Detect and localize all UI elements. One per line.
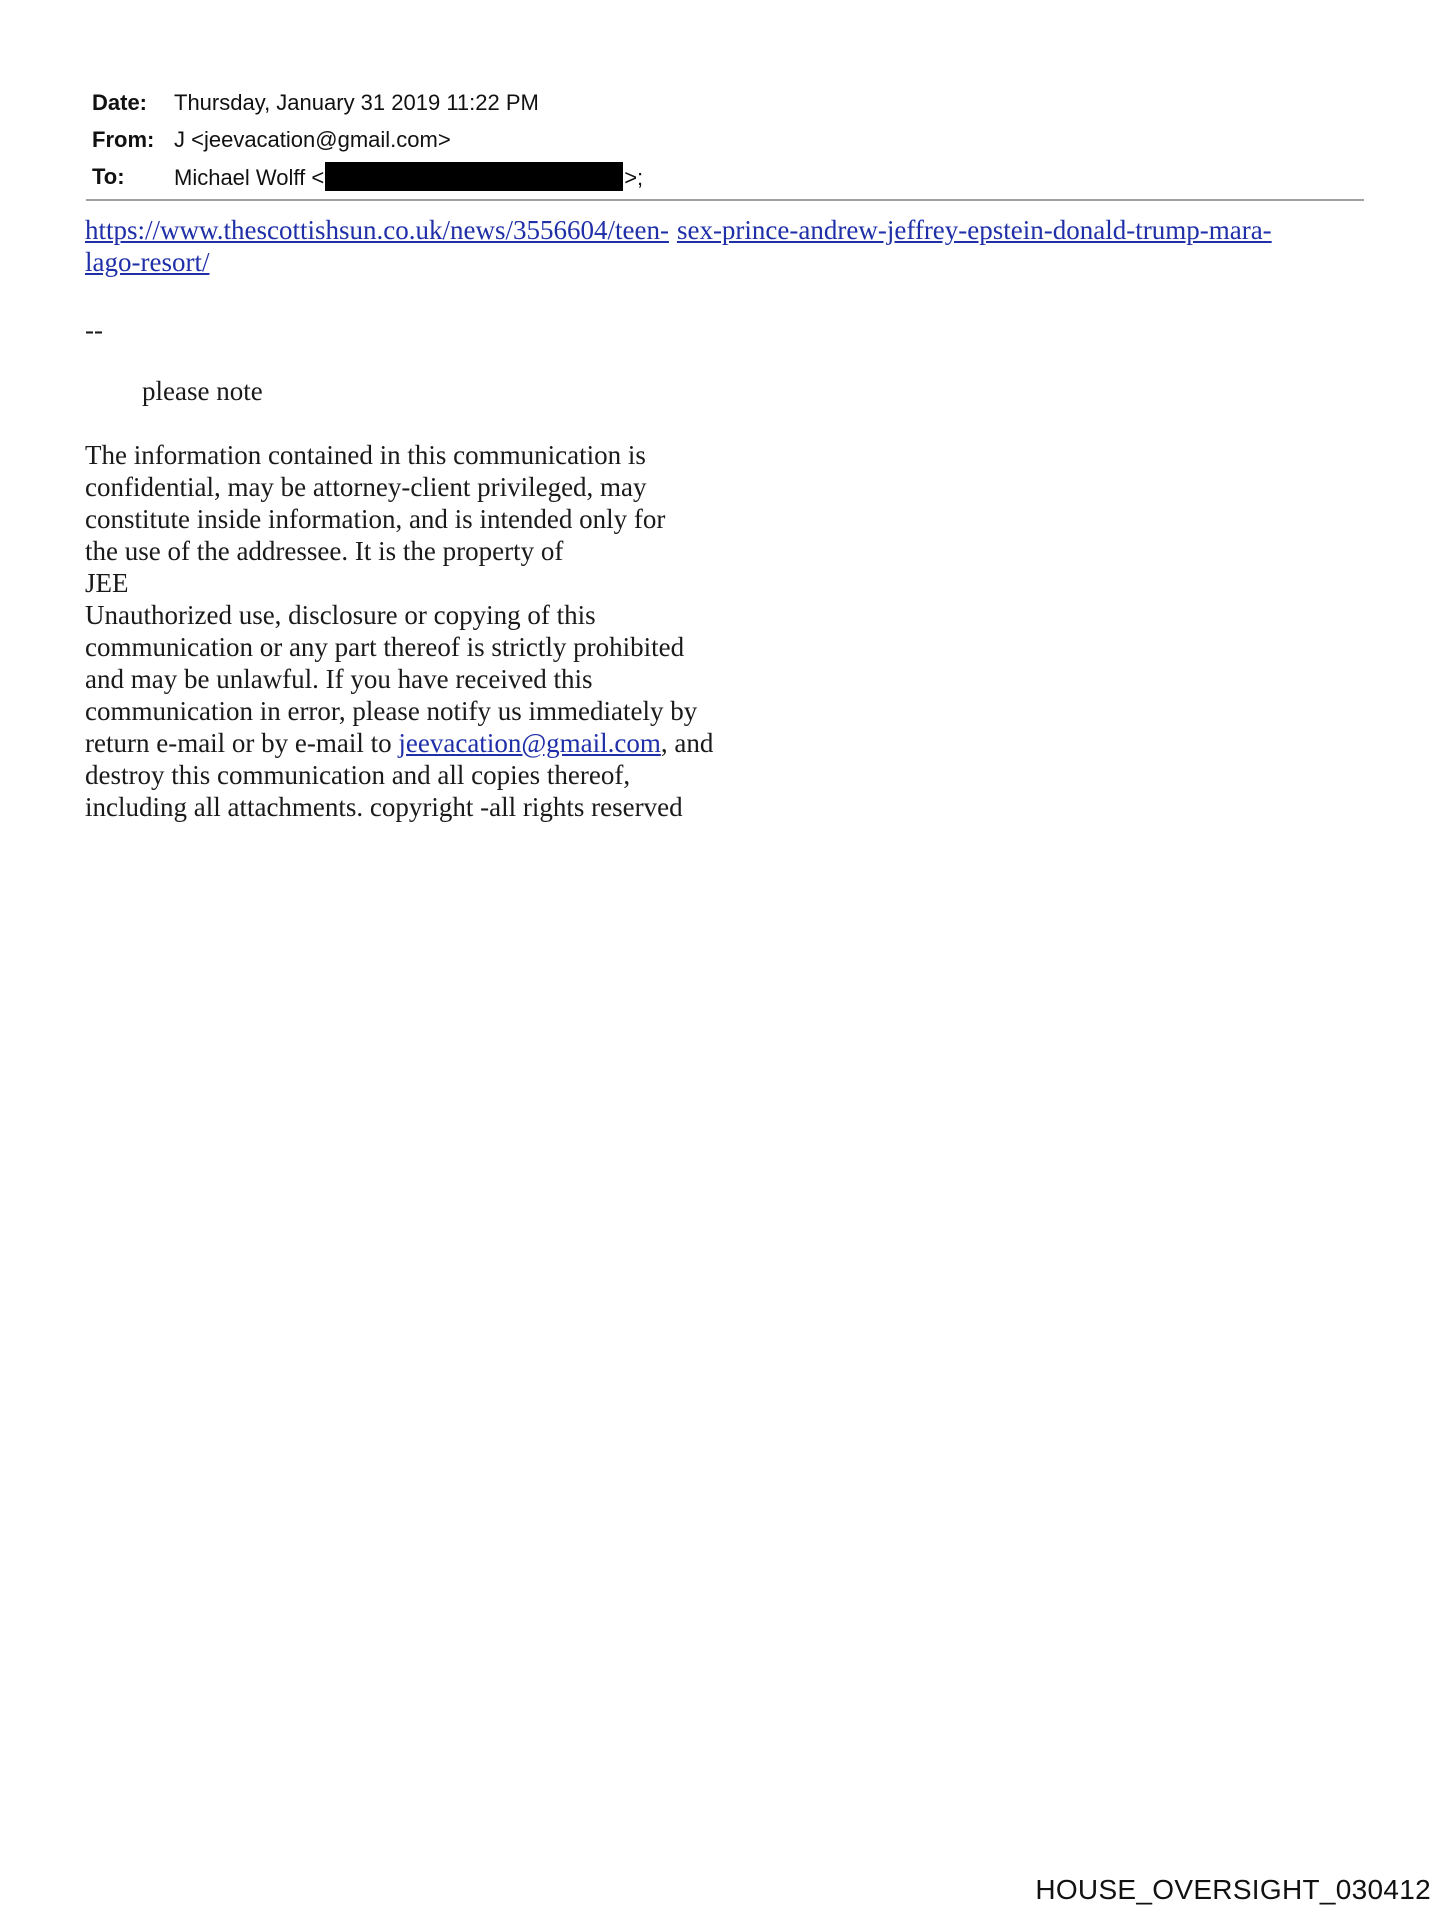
disclaimer-line: destroy this communication and all copies thereof,: [85, 760, 631, 790]
date-row: [92, 88, 1362, 125]
to-value-suffix: >;: [624, 165, 644, 190]
url-line-2: [85, 246, 1375, 278]
to-value-prefix: Michael Wolff <: [174, 165, 325, 190]
bates-number: HOUSE_OVERSIGHT_030412: [1035, 1874, 1431, 1905]
url-link-part-3[interactable]: lago-resort/: [85, 247, 210, 277]
disclaimer-line: The information contained in this communication is: [85, 440, 646, 470]
disclaimer-line: constitute inside information, and is intended only for: [85, 504, 666, 534]
from-value: J <jeevacation@gmail.com>: [174, 127, 451, 152]
from-label: From:: [92, 127, 155, 152]
disclaimer-line: including all attachments. copyright -all rights reserved: [85, 792, 683, 822]
to-value: [174, 162, 643, 193]
disclaimer-line: JEE: [85, 568, 129, 598]
from-row: [92, 125, 1362, 162]
date-label: Date:: [92, 90, 148, 115]
to-row: [92, 162, 1362, 199]
disclaimer-line: communication in error, please notify us immediately by: [85, 696, 698, 726]
disclaimer-email-suffix: , and: [660, 728, 714, 758]
url-link-part-1[interactable]: https://www.thescottishsun.co.uk/news/3556604/teen-: [85, 215, 669, 245]
redaction-box: [325, 162, 623, 191]
signature-separator: --: [85, 315, 103, 345]
disclaimer-line: communication or any part thereof is strictly prohibited: [85, 632, 685, 662]
url-line-1: [85, 214, 1375, 246]
disclaimer-email-prefix: return e-mail or by e-mail to: [85, 728, 399, 758]
disclaimer-email-link[interactable]: jeevacation@gmail.com: [398, 728, 661, 758]
header-divider: [86, 199, 1364, 201]
to-label: To:: [92, 164, 125, 189]
confidentiality-disclaimer: [85, 439, 805, 823]
date-value: Thursday, January 31 2019 11:22 PM: [174, 90, 539, 115]
disclaimer-line: Unauthorized use, disclosure or copying of this: [85, 600, 596, 630]
disclaimer-line: the use of the addressee. It is the property of: [85, 536, 564, 566]
disclaimer-email-line: [85, 727, 805, 759]
disclaimer-line: confidential, may be attorney-client privileged, may: [85, 472, 647, 502]
article-url: [85, 214, 1375, 278]
please-note: please note: [142, 376, 263, 406]
disclaimer-line: and may be unlawful. If you have received this: [85, 664, 593, 694]
email-header: [92, 88, 1362, 199]
url-link-part-2[interactable]: sex-prince-andrew-jeffrey-epstein-donald-trump-mara-: [676, 215, 1272, 245]
